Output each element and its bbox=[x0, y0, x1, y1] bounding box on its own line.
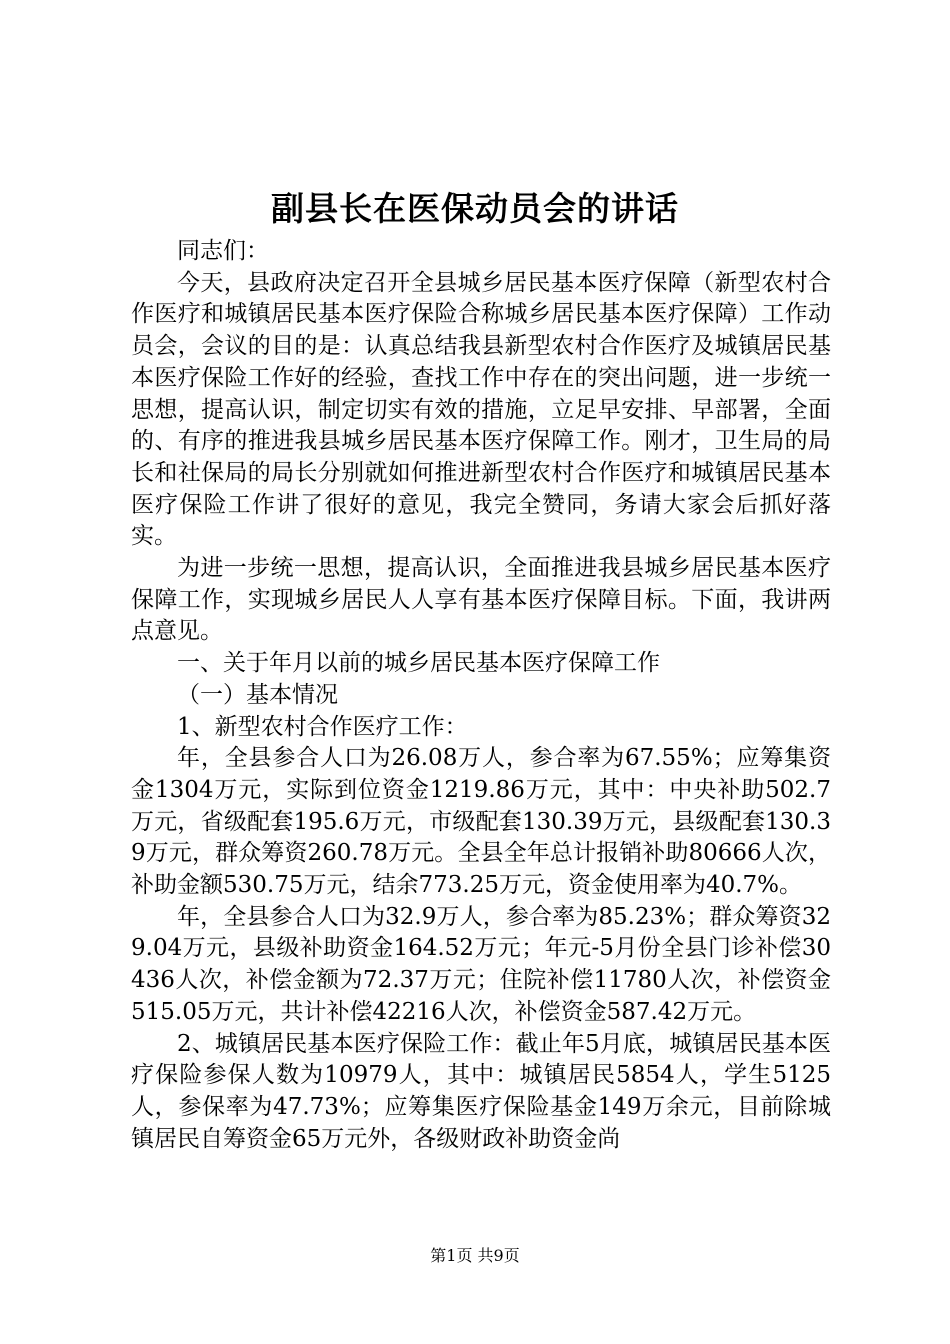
item-heading-1: 1、新型农村合作医疗工作： bbox=[177, 713, 468, 740]
section-heading-1: 一、关于年月以前的城乡居民基本医疗保障工作 bbox=[177, 650, 660, 677]
paragraph-purpose: 为进一步统一思想，提高认识，全面推进我县城乡居民基本医疗保障工作，实现城乡居民人人享有基本医疗保障目标。下面，我讲两点意见。 bbox=[131, 555, 831, 645]
document-title: 副县长在医保动员会的讲话 bbox=[271, 189, 679, 228]
paragraph-stats-year-2: 年，全县参合人口为32.9万人，参合率为85.23%；群众筹资329.04万元，县级补助资金164.52万元；年元-5月份全县门诊补偿30436人次，补偿金额为72.37万元；住院补偿11780人次，补偿资金515.05万元，共计补偿42216人次，补偿资金587.42万元。 bbox=[131, 903, 831, 1025]
salutation: 同志们： bbox=[177, 238, 269, 264]
paragraph-intro: 今天，县政府决定召开全县城乡居民基本医疗保障（新型农村合作医疗和城镇居民基本医疗保险合称城乡居民基本医疗保障）工作动员会，会议的目的是：认真总结我县新型农村合作医疗及城镇居民基本医疗保险工作好的经验，查找工作中存在的突出问题，进一步统一思想，提高认识，制定切实有效的措施，立足早安排、早部署，全面的、有序的推进我县城乡居民基本医疗保障工作。刚才，卫生局的局长和社保局的局长分别就如何推进新型农村合作医疗和城镇居民基本医疗保险工作讲了很好的意见，我完全赞同，务请大家会后抓好落实。 bbox=[131, 269, 831, 550]
document-body bbox=[131, 236, 831, 1155]
subsection-heading-1: （一）基本情况 bbox=[177, 681, 338, 708]
page-footer: 第1页 共9页 bbox=[430, 1246, 520, 1265]
paragraph-urban-insurance: 2、城镇居民基本医疗保险工作：截止年5月底，城镇居民基本医疗保险参保人数为10979人，其中：城镇居民5854人，学生5125人，参保率为47.73%；应筹集医疗保险基金149万余元，目前除城镇居民自筹资金65万元外，各级财政补助资金尚 bbox=[131, 1030, 831, 1152]
paragraph-stats-year-1: 年，全县参合人口为26.08万人，参合率为67.55%；应筹集资金1304万元，实际到位资金1219.86万元，其中：中央补助502.7万元，省级配套195.6万元，市级配套130.39万元，县级配套130.39万元，群众筹资260.78万元。全县全年总计报销补助80666人次，补助金额530.75万元，结余773.25万元，资金使用率为40.7%。 bbox=[131, 745, 831, 899]
